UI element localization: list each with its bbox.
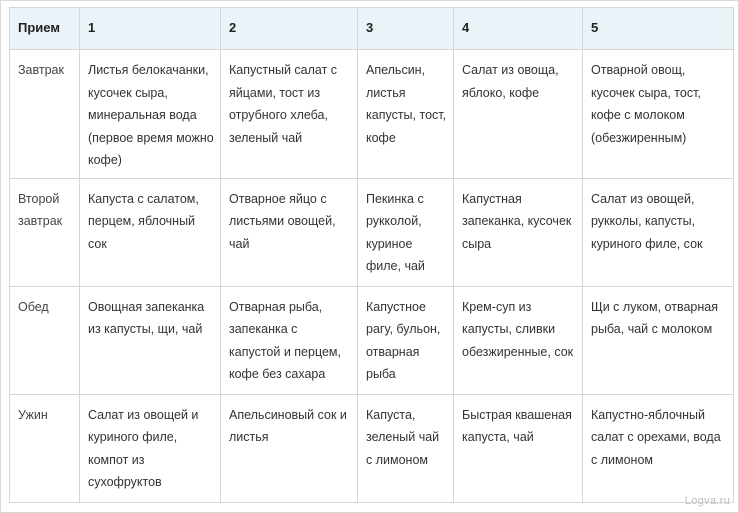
table-header-row — [10, 8, 734, 50]
table-cell: Капустный салат с яйцами, тост из отрубного хлеба, зеленый чай — [221, 50, 358, 179]
table-cell: Отварной овощ, кусочек сыра, тост, кофе с молоком (обезжиренным) — [583, 50, 734, 179]
table-cell: Капуста с салатом, перцем, яблочный сок — [80, 178, 221, 286]
table-cell: Капуста, зеленый чай с лимоном — [358, 394, 454, 502]
table-cell: Отварное яйцо с листьями овощей, чай — [221, 178, 358, 286]
watermark-text: Logva.ru — [684, 495, 730, 507]
header-day-3: 3 — [358, 8, 454, 50]
table-row — [10, 394, 734, 502]
table-cell: Салат из овоща, яблоко, кофе — [454, 50, 583, 179]
table-cell: Пекинка с рукколой, куриное филе, чай — [358, 178, 454, 286]
meal-label: Обед — [10, 286, 80, 394]
diet-menu-table — [9, 7, 734, 503]
table-cell: Салат из овощей, рукколы, капусты, куриного филе, сок — [583, 178, 734, 286]
table-row — [10, 178, 734, 286]
table-cell: Капустное рагу, бульон, отварная рыба — [358, 286, 454, 394]
header-meal: Прием — [10, 8, 80, 50]
header-day-1: 1 — [80, 8, 221, 50]
table-cell: Капустная запеканка, кусочек сыра — [454, 178, 583, 286]
meal-label: Завтрак — [10, 50, 80, 179]
table-cell: Щи с луком, отварная рыба, чай с молоком — [583, 286, 734, 394]
table-row — [10, 286, 734, 394]
table-row — [10, 50, 734, 179]
table-cell: Апельсиновый сок и листья — [221, 394, 358, 502]
table-cell: Крем-суп из капусты, сливки обезжиренные, сок — [454, 286, 583, 394]
header-day-5: 5 — [583, 8, 734, 50]
table-cell: Салат из овощей и куриного филе, компот из сухофруктов — [80, 394, 221, 502]
table-cell: Капустно-яблочный салат с орехами, вода с лимоном — [583, 394, 734, 502]
meal-label: Ужин — [10, 394, 80, 502]
header-day-2: 2 — [221, 8, 358, 50]
table-cell: Быстрая квашеная капуста, чай — [454, 394, 583, 502]
table-cell: Отварная рыба, запеканка с капустой и перцем, кофе без сахара — [221, 286, 358, 394]
table-cell: Апельсин, листья капусты, тост, кофе — [358, 50, 454, 179]
table-cell: Листья белокачанки, кусочек сыра, минеральная вода (первое время можно кофе) — [80, 50, 221, 179]
table-cell: Овощная запеканка из капусты, щи, чай — [80, 286, 221, 394]
meal-label: Второй завтрак — [10, 178, 80, 286]
header-day-4: 4 — [454, 8, 583, 50]
